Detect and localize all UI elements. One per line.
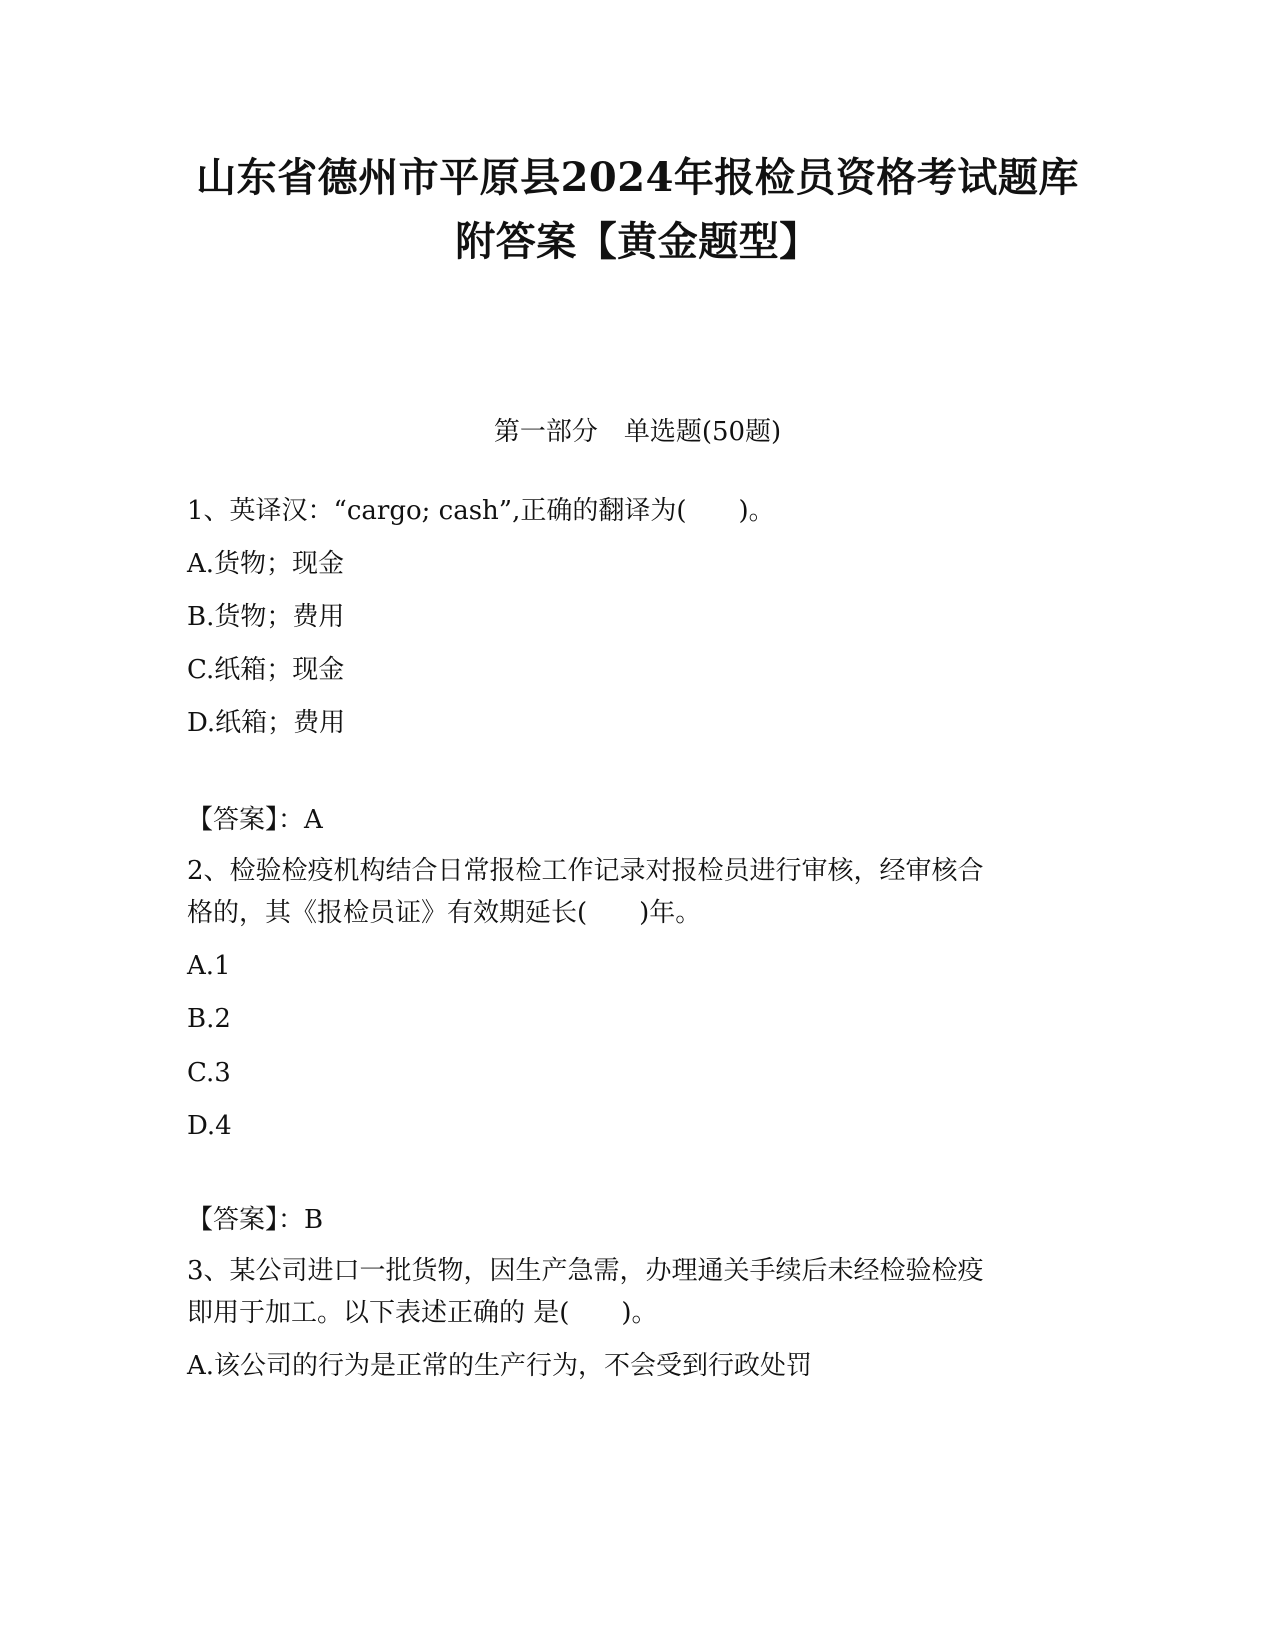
question-2-stem-line-2: 格的，其《报检员证》有效期延长( )年。 <box>187 898 702 928</box>
question-2-option-c: C.3 <box>187 1058 231 1088</box>
question-1-option-a: A.货物；现金 <box>187 549 345 579</box>
question-2-option-b: B.2 <box>187 1004 231 1034</box>
document-title-line-2: 附答案【黄金题型】 <box>455 218 820 265</box>
question-3-stem-line-2: 即用于加工。以下表述正确的 是( )。 <box>187 1298 658 1328</box>
question-1-stem: 1、英译汉：“cargo; cash”,正确的翻译为( )。 <box>187 496 775 526</box>
question-1-option-c: C.纸箱；现金 <box>187 655 345 685</box>
question-2-option-a: A.1 <box>187 951 231 981</box>
question-1-option-b: B.货物；费用 <box>187 602 345 632</box>
question-1-option-d: D.纸箱；费用 <box>187 708 346 738</box>
question-3-stem-line-1: 3、某公司进口一批货物，因生产急需，办理通关手续后未经检验检疫 <box>187 1256 984 1286</box>
question-3-option-a: A.该公司的行为是正常的生产行为，不会受到行政处罚 <box>187 1351 813 1381</box>
document-title-line-1: 山东省德州市平原县2024年报检员资格考试题库 <box>196 154 1079 201</box>
question-2-answer: 【答案】：B <box>187 1205 324 1235</box>
question-2-stem-line-1: 2、检验检疫机构结合日常报检工作记录对报检员进行审核，经审核合 <box>187 856 984 886</box>
section-heading: 第一部分 单选题(50题) <box>493 417 782 447</box>
question-2-option-d: D.4 <box>187 1111 232 1141</box>
question-1-answer: 【答案】：A <box>187 805 323 835</box>
